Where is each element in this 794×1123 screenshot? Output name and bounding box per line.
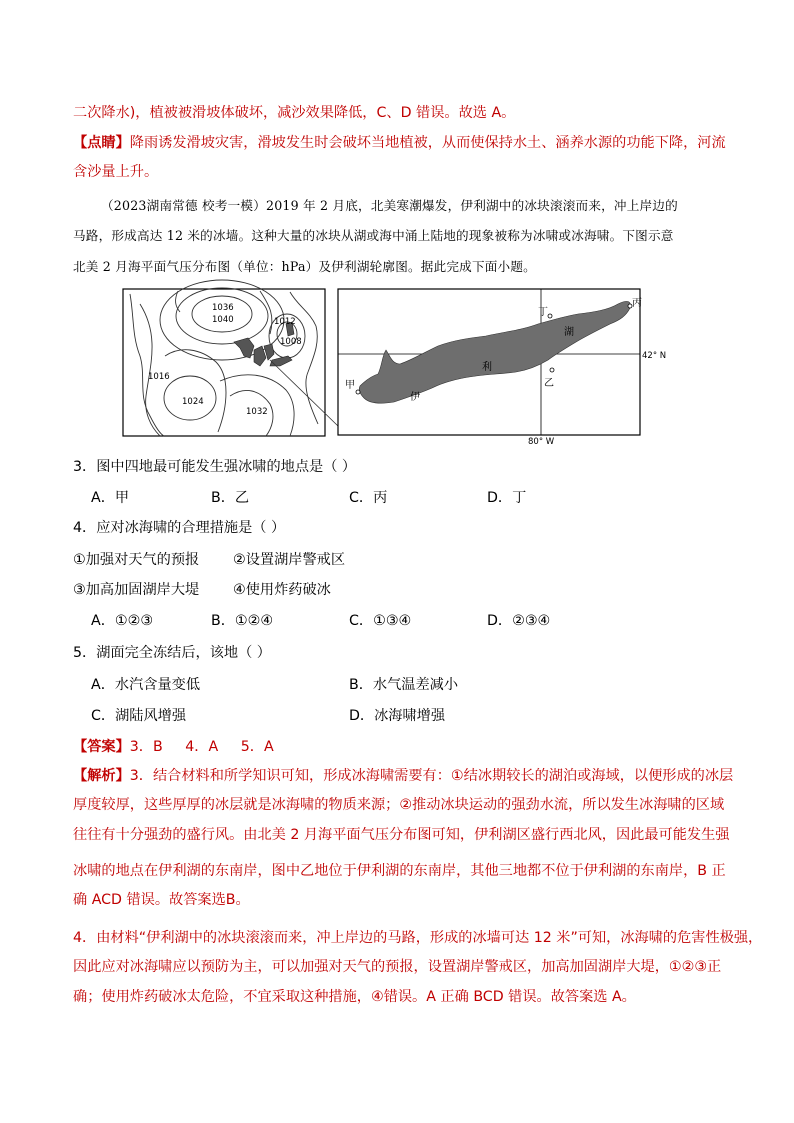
dianjing-text-1: 降雨诱发滑坡灾害，滑坡发生时会破坏当地植被，从而使保持水土、涵养水源的功能下降，河流	[129, 135, 726, 151]
answer-text: 3．B 4．A 5．A	[129, 739, 274, 755]
q5-option-c[interactable]: C．湖陆风增强	[91, 708, 187, 724]
label-hu: 湖	[564, 327, 574, 338]
q5-option-d[interactable]: D．冰海啸增强	[349, 708, 446, 724]
label-yi-char: 伊	[410, 392, 420, 403]
lat-label: 42° N	[642, 351, 667, 361]
dianjing-line-2: 含沙量上升。	[73, 164, 159, 180]
material-line-3: 北美 2 月海平面气压分布图（单位：hPa）及伊利湖轮廓图。据此完成下面小题。	[73, 259, 536, 274]
isobar-1036: 1036	[212, 303, 234, 313]
label-bing: 丙	[632, 298, 642, 309]
isobar-1016: 1016	[148, 372, 170, 382]
analysis-p3-2: 厚度较厚，这些厚厚的冰层就是冰海啸的物质来源；②推动冰块运动的强劲水流，所以发生冰海啸的区域	[73, 797, 725, 813]
analysis-p3-5: 确 ACD 错误。故答案选B。	[73, 892, 250, 908]
q4-stem: 4．应对冰海啸的合理措施是（ ）	[73, 520, 286, 536]
label-jia: 甲	[345, 380, 355, 391]
q4-option-c[interactable]: C．①③④	[349, 613, 412, 629]
q4-item-4: ④使用炸药破冰	[233, 582, 331, 598]
q3-option-d[interactable]: D．丁	[487, 490, 527, 506]
isobar-1012: 1012	[274, 317, 296, 327]
analysis-tag: 【解析】	[73, 768, 130, 784]
label-ding: 丁	[538, 307, 548, 318]
material-line-2: 马路，形成高达 12 米的冰墙。这种大量的冰块从湖或海中涌上陆地的现象被称为冰啸或冰海啸。下图示意	[73, 228, 674, 243]
q3-option-c[interactable]: C．丙	[349, 490, 388, 506]
answer-tag: 【答案】	[73, 739, 130, 755]
q5-option-a[interactable]: A．水汽含量变低	[91, 677, 201, 693]
q4-item-3: ③加高加固湖岸大堤	[73, 582, 200, 598]
lake-erie-map	[338, 289, 666, 447]
analysis-p4-3: 确；使用炸药破冰太危险，不宜采取这种措施，④错误。A 正确 BCD 错误。故答案选 A。	[73, 989, 636, 1005]
isobar-1032: 1032	[246, 407, 268, 417]
lon-label: 80° W	[528, 437, 555, 447]
q4-item-2: ②设置湖岸警戒区	[233, 552, 346, 568]
isobar-1040: 1040	[212, 315, 234, 325]
answer-line	[73, 737, 274, 757]
intro-line-1-b: C、D 错误。故选 A。	[376, 105, 516, 121]
isobar-1008: 1008	[280, 337, 302, 347]
q3-option-a[interactable]: A．甲	[91, 490, 130, 506]
isobar-1024: 1024	[182, 397, 204, 407]
q5-option-b[interactable]: B．水气温差减小	[349, 677, 459, 693]
label-li: 利	[482, 362, 492, 373]
q4-option-b[interactable]: B．①②④	[211, 613, 274, 629]
intro-line-1-a: 二次降水)，植被被滑坡体破坏，减沙效果降低，	[73, 105, 377, 121]
q3-stem: 3．图中四地最可能发生强冰啸的地点是（ ）	[73, 459, 357, 475]
pressure-map	[123, 280, 338, 436]
q5-stem: 5．湖面完全冻结后，该地（ ）	[73, 645, 271, 661]
analysis-p3-3: 往往有十分强劲的盛行风。由北美 2 月海平面气压分布图可知，伊利湖区盛行西北风，因此最可能发生强	[73, 827, 730, 843]
dianjing-line-1	[73, 133, 726, 153]
q4-option-a[interactable]: A．①②③	[91, 613, 154, 629]
intro-line-1	[73, 103, 515, 123]
analysis-p4-2: 因此应对冰海啸应以预防为主，可以加强对天气的预报，设置湖岸警戒区，加高加固湖岸大堤，①②③正	[73, 959, 722, 975]
q4-option-d[interactable]: D．②③④	[487, 613, 551, 629]
analysis-line-1	[73, 766, 733, 786]
analysis-p3-4: 冰啸的地点在伊利湖的东南岸，图中乙地位于伊利湖的东南岸，其他三地都不位于伊利湖的东南岸，B 正	[73, 863, 726, 879]
dianjing-tag: 【点睛】	[73, 135, 130, 151]
figure-maps	[120, 286, 667, 447]
q4-item-1: ①加强对天气的预报	[73, 552, 200, 568]
analysis-p4-1: 4．由材料“伊利湖中的冰块滚滚而来，冲上岸边的马路，形成的冰墙可达 12 米”可知，冰海啸的危害性极强，	[73, 930, 763, 946]
material-line-1: （2023湖南常德 校考一模）2019 年 2 月底，北美寒潮爆发，伊利湖中的冰块滚滚而来，冲上岸边的	[101, 198, 678, 213]
analysis-p3-1: 3．结合材料和所学知识可知，形成冰海啸需要有：①结冰期较长的湖泊或海域，以便形成的冰层	[129, 768, 734, 784]
q3-option-b[interactable]: B．乙	[211, 490, 250, 506]
label-yi: 乙	[544, 378, 554, 389]
